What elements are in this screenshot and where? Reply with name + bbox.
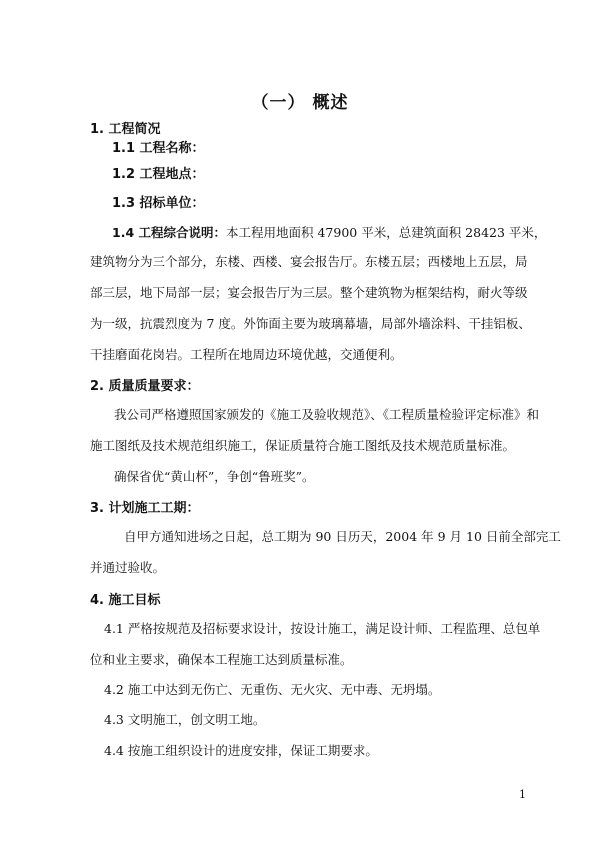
- quality-line-2: 施工图纸及技术规范组织施工，保证质量符合施工图纸及技术规范质量标准。: [90, 438, 516, 453]
- section-1-heading: 1. 工程简况: [90, 122, 161, 137]
- project-description-line-3: 部三层，地下局部一层；宴会报告厅为三层。整个建筑物为框架结构，耐火等级: [90, 285, 528, 300]
- bidding-unit-label: 1.3 招标单位：: [112, 196, 205, 211]
- goal-4-3: 4.3 文明施工，创文明工地。: [104, 712, 266, 727]
- goal-4-1-line-1: 4.1 严格按规范及招标要求设计，按设计施工，满足设计师、工程监理、总包单: [104, 621, 541, 636]
- section-4-heading: 4. 施工目标: [90, 593, 161, 608]
- goal-4-1-line-2: 位和业主要求，确保本工程施工达到质量标准。: [90, 652, 353, 667]
- page-number: 1: [519, 788, 526, 801]
- project-description-line-1: 1.4 工程综合说明：本工程用地面积 47900 平米，总建筑面积 28423 平米，: [112, 225, 547, 240]
- project-name-label: 1.1 工程名称：: [112, 141, 205, 156]
- quality-line-1: 我公司严格遵照国家颁发的《施工及验收规范》、《工程质量检验评定标准》和: [114, 407, 540, 422]
- project-description-line-5: 干挂磨面花岗岩。工程所在地周边环境优越，交通便利。: [90, 347, 403, 362]
- goal-4-2: 4.2 施工中达到无伤亡、无重伤、无火灾、无中毒、无坍塌。: [104, 682, 441, 697]
- project-location-label: 1.2 工程地点：: [112, 167, 205, 182]
- schedule-line-2: 并通过验收。: [90, 560, 166, 575]
- project-description-label: 1.4 工程综合说明：: [112, 225, 226, 240]
- section-3-heading: 3. 计划施工工期：: [90, 501, 200, 516]
- goal-4-4: 4.4 按施工组织设计的进度安排，保证工期要求。: [104, 743, 378, 758]
- section-2-heading: 2. 质量质量要求：: [90, 379, 200, 394]
- project-description-line-4: 为一级，抗震烈度为 7 度。外饰面主要为玻璃幕墙，局部外墙涂料、干挂铝板、: [90, 316, 531, 331]
- page-title: （一） 概述: [251, 93, 349, 113]
- schedule-line-1: 自甲方通知进场之日起，总工期为 90 日历天，2004 年 9 月 10 日前全部完工: [124, 529, 561, 544]
- project-description-line-2: 建筑物分为三个部分，东楼、西楼、宴会报告厅。东楼五层；西楼地上五层，局: [90, 254, 528, 269]
- quality-line-3: 确保省优“黄山杯”，争创“鲁班奖”。: [114, 469, 315, 484]
